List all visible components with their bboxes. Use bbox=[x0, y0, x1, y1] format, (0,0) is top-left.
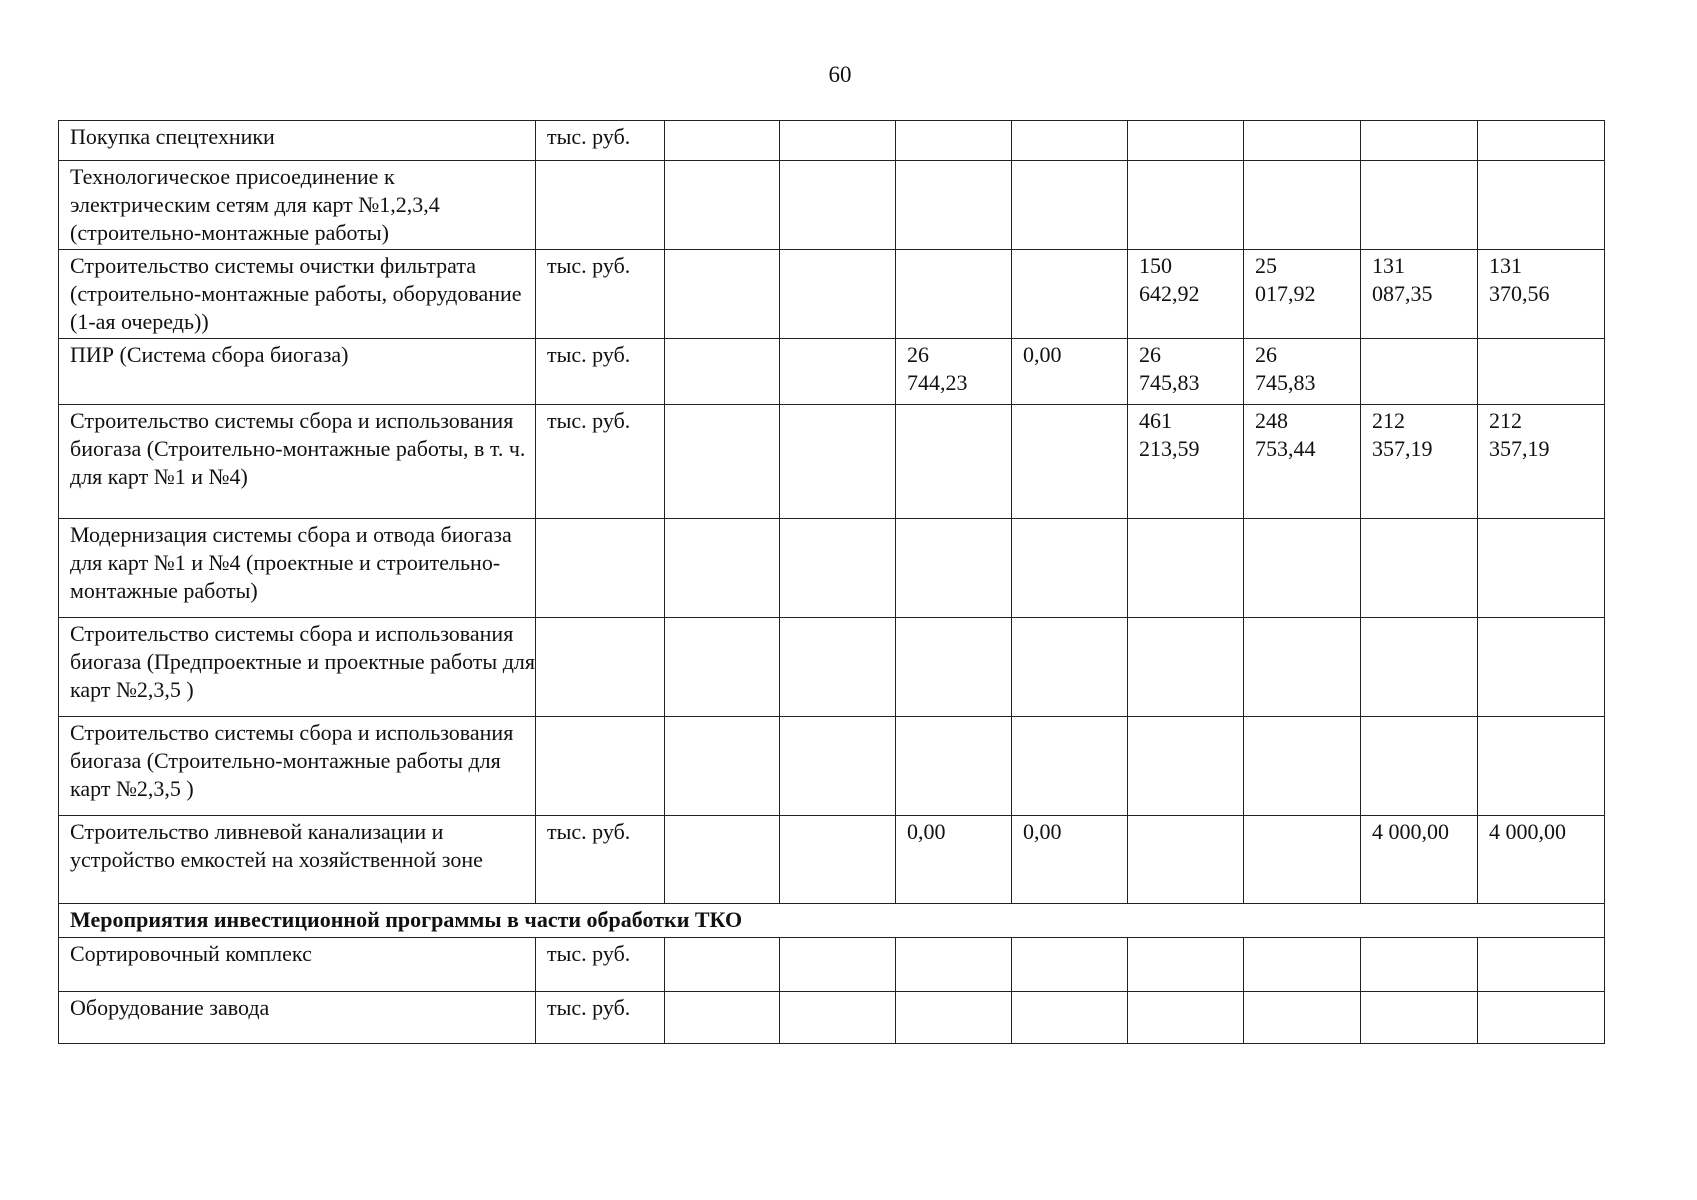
value-cell bbox=[1128, 992, 1244, 1044]
value-cell bbox=[1012, 519, 1128, 618]
value-cell bbox=[1244, 121, 1361, 161]
value-cell bbox=[665, 405, 780, 519]
page-number: 60 bbox=[828, 62, 852, 87]
table-row bbox=[59, 339, 1605, 405]
value-cell: 26 745,83 bbox=[1244, 339, 1361, 405]
row-name-cell: Модернизация системы сбора и отвода биогаза для карт №1 и №4 (проектные и строительно-монтажные работы) bbox=[59, 519, 536, 618]
row-name-cell: Строительство системы сбора и использования биогаза (Предпроектные и проектные работы для карт №2,3,5 ) bbox=[59, 618, 536, 717]
value-cell bbox=[780, 339, 896, 405]
value-cell bbox=[665, 519, 780, 618]
value-cell bbox=[1012, 405, 1128, 519]
value-cell: 212 357,19 bbox=[1478, 405, 1605, 519]
value-cell bbox=[1012, 992, 1128, 1044]
value-cell bbox=[896, 992, 1012, 1044]
value-cell bbox=[1244, 618, 1361, 717]
table-row bbox=[59, 992, 1605, 1044]
value-cell: 26 745,83 bbox=[1128, 339, 1244, 405]
value-cell bbox=[1361, 618, 1478, 717]
value-cell bbox=[665, 816, 780, 904]
value-cell bbox=[780, 121, 896, 161]
value-cell bbox=[1244, 519, 1361, 618]
value-cell bbox=[1128, 717, 1244, 816]
value-cell bbox=[780, 618, 896, 717]
value-cell bbox=[1361, 161, 1478, 250]
unit-cell bbox=[536, 717, 665, 816]
section-heading: Мероприятия инвестиционной программы в части обработки ТКО bbox=[59, 904, 1605, 938]
unit-cell: тыс. руб. bbox=[536, 816, 665, 904]
value-cell bbox=[1361, 339, 1478, 405]
value-cell: 4 000,00 bbox=[1478, 816, 1605, 904]
value-cell bbox=[1244, 717, 1361, 816]
unit-cell bbox=[536, 618, 665, 717]
value-cell bbox=[1361, 519, 1478, 618]
value-cell bbox=[665, 121, 780, 161]
value-cell bbox=[780, 938, 896, 992]
row-name-cell: Строительство системы сбора и использования биогаза (Строительно-монтажные работы, в т. ч. для карт №1 и №4) bbox=[59, 405, 536, 519]
value-cell: 248 753,44 bbox=[1244, 405, 1361, 519]
unit-cell bbox=[536, 519, 665, 618]
table-row bbox=[59, 250, 1605, 339]
value-cell bbox=[896, 938, 1012, 992]
value-cell bbox=[1244, 938, 1361, 992]
value-cell: 212 357,19 bbox=[1361, 405, 1478, 519]
value-cell bbox=[780, 519, 896, 618]
row-name-cell: Сортировочный комплекс bbox=[59, 938, 536, 992]
value-cell: 0,00 bbox=[896, 816, 1012, 904]
value-cell bbox=[1128, 938, 1244, 992]
unit-cell: тыс. руб. bbox=[536, 339, 665, 405]
unit-cell: тыс. руб. bbox=[536, 250, 665, 339]
value-cell bbox=[1244, 992, 1361, 1044]
value-cell: 150 642,92 bbox=[1128, 250, 1244, 339]
value-cell bbox=[1478, 992, 1605, 1044]
value-cell bbox=[665, 339, 780, 405]
value-cell bbox=[665, 250, 780, 339]
value-cell bbox=[1478, 161, 1605, 250]
investment-table bbox=[58, 120, 1605, 1044]
value-cell bbox=[1478, 121, 1605, 161]
value-cell bbox=[1478, 938, 1605, 992]
value-cell: 25 017,92 bbox=[1244, 250, 1361, 339]
table-row bbox=[59, 816, 1605, 904]
table-row bbox=[59, 161, 1605, 250]
value-cell bbox=[1012, 250, 1128, 339]
value-cell bbox=[665, 717, 780, 816]
value-cell bbox=[780, 816, 896, 904]
value-cell bbox=[1128, 519, 1244, 618]
value-cell bbox=[1478, 717, 1605, 816]
value-cell bbox=[1012, 938, 1128, 992]
value-cell bbox=[896, 618, 1012, 717]
unit-cell bbox=[536, 161, 665, 250]
value-cell bbox=[1128, 618, 1244, 717]
value-cell bbox=[1012, 717, 1128, 816]
value-cell bbox=[1478, 519, 1605, 618]
row-name-cell: Строительство системы сбора и использования биогаза (Строительно-монтажные работы для карт №2,3,5 ) bbox=[59, 717, 536, 816]
value-cell: 4 000,00 bbox=[1361, 816, 1478, 904]
value-cell bbox=[1128, 121, 1244, 161]
value-cell: 131 087,35 bbox=[1361, 250, 1478, 339]
unit-cell: тыс. руб. bbox=[536, 938, 665, 992]
value-cell bbox=[896, 519, 1012, 618]
value-cell bbox=[780, 161, 896, 250]
value-cell bbox=[896, 161, 1012, 250]
unit-cell: тыс. руб. bbox=[536, 121, 665, 161]
value-cell bbox=[1012, 618, 1128, 717]
value-cell bbox=[1012, 161, 1128, 250]
value-cell bbox=[1361, 938, 1478, 992]
value-cell bbox=[1244, 161, 1361, 250]
value-cell bbox=[665, 161, 780, 250]
section-row bbox=[59, 904, 1605, 938]
value-cell bbox=[665, 938, 780, 992]
row-name-cell: Строительство системы очистки фильтрата (строительно-монтажные работы, оборудование (1-ая очередь)) bbox=[59, 250, 536, 339]
value-cell bbox=[780, 717, 896, 816]
value-cell bbox=[896, 717, 1012, 816]
table-row bbox=[59, 938, 1605, 992]
value-cell bbox=[1361, 717, 1478, 816]
table-row bbox=[59, 519, 1605, 618]
value-cell: 461 213,59 bbox=[1128, 405, 1244, 519]
value-cell bbox=[896, 405, 1012, 519]
value-cell bbox=[1128, 161, 1244, 250]
table-row bbox=[59, 618, 1605, 717]
value-cell bbox=[896, 121, 1012, 161]
value-cell bbox=[896, 250, 1012, 339]
table-row bbox=[59, 121, 1605, 161]
table-row bbox=[59, 717, 1605, 816]
row-name-cell: Покупка спецтехники bbox=[59, 121, 536, 161]
value-cell bbox=[1012, 121, 1128, 161]
row-name-cell: Технологическое присоединение к электрическим сетям для карт №1,2,3,4 (строительно-монтажные работы) bbox=[59, 161, 536, 250]
row-name-cell: Оборудование завода bbox=[59, 992, 536, 1044]
value-cell: 26 744,23 bbox=[896, 339, 1012, 405]
value-cell bbox=[780, 250, 896, 339]
value-cell bbox=[780, 992, 896, 1044]
value-cell bbox=[1361, 992, 1478, 1044]
value-cell bbox=[1478, 618, 1605, 717]
unit-cell: тыс. руб. bbox=[536, 992, 665, 1044]
value-cell bbox=[1361, 121, 1478, 161]
row-name-cell: Строительство ливневой канализации и устройство емкостей на хозяйственной зоне bbox=[59, 816, 536, 904]
value-cell bbox=[1478, 339, 1605, 405]
value-cell: 131 370,56 bbox=[1478, 250, 1605, 339]
value-cell: 0,00 bbox=[1012, 339, 1128, 405]
value-cell bbox=[780, 405, 896, 519]
row-name-cell: ПИР (Система сбора биогаза) bbox=[59, 339, 536, 405]
value-cell bbox=[1244, 816, 1361, 904]
unit-cell: тыс. руб. bbox=[536, 405, 665, 519]
value-cell bbox=[1128, 816, 1244, 904]
value-cell bbox=[665, 618, 780, 717]
table-row bbox=[59, 405, 1605, 519]
value-cell bbox=[665, 992, 780, 1044]
value-cell: 0,00 bbox=[1012, 816, 1128, 904]
